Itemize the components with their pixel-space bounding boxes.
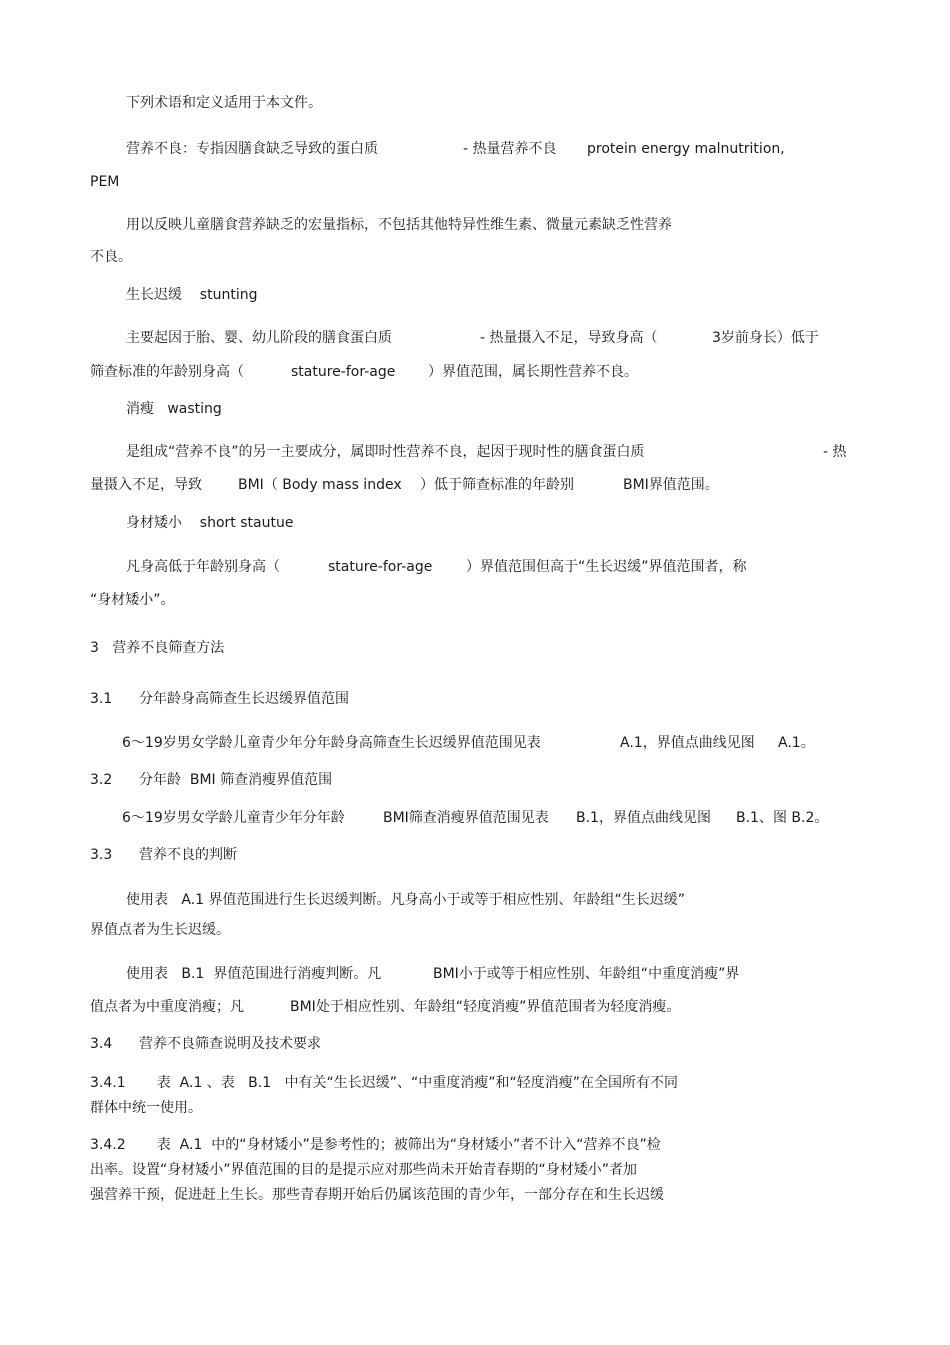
definition-stunting-end: ）界值范围，属长期性营养不良。 xyxy=(428,364,638,380)
definition-wasting: 是组成“营养不良”的另一主要成分，属即时性营养不良，起因于现时性的膳食蛋白质 xyxy=(126,444,645,460)
intro-sentence: 下列术语和定义适用于本文件。 xyxy=(126,95,322,111)
term-stunting: 生长迟缓 stunting xyxy=(126,287,258,303)
section-3-2-heading: 3.2 分年龄 BMI 筛查消瘦界值范围 xyxy=(90,772,333,788)
section-3-3-para2: 使用表 B.1 界值范围进行消瘦判断。凡 xyxy=(126,966,382,982)
section-3-1-text-3: A.1。 xyxy=(778,735,815,751)
term-short-stature: 身材矮小 short stautue xyxy=(126,515,294,531)
definition-stunting: 主要起因于胎、婴、幼儿阶段的膳食蛋白质 xyxy=(126,330,392,346)
section-3-3-para2-cont-2: BMI处于相应性别、年龄组“轻度消瘦”界值范围者为轻度消瘦。 xyxy=(290,999,681,1015)
definition-short-stature-en: stature-for-age xyxy=(328,559,433,575)
section-3-4-2-text: 3.4.2 表 A.1 中的“身材矮小”是参考性的；被筛出为“身材矮小”者不计入“营养不良”检 xyxy=(90,1137,661,1153)
section-3-2-text-3: B.1，界值点曲线见图 xyxy=(576,810,711,826)
definition-short-stature-cont: “身材矮小”。 xyxy=(90,592,175,608)
definition-stunting-2: - 热量摄入不足，导致身高（ xyxy=(480,330,658,346)
section-3-1-heading: 3.1 分年龄身高筛查生长迟缓界值范围 xyxy=(90,691,349,707)
section-3-3-heading: 3.3 营养不良的判断 xyxy=(90,847,237,863)
section-3-4-heading: 3.4 营养不良筛查说明及技术要求 xyxy=(90,1036,321,1052)
definition-short-stature: 凡身高低于年龄别身高（ xyxy=(126,559,280,575)
section-3-3-para1: 使用表 A.1 界值范围进行生长迟缓判断。凡身高小于或等于相应性别、年龄组“生长迟缓” xyxy=(126,892,685,908)
definition-malnutrition: 用以反映儿童膳食营养缺乏的宏量指标，不包括其他特异性维生素、微量元素缺乏性营养 xyxy=(126,217,672,233)
section-3-2-text: 6～19岁男女学龄儿童青少年分年龄 xyxy=(122,810,345,826)
term-malnutrition-cn-2: - 热量营养不良 xyxy=(463,141,557,157)
section-3-2-text-4: B.1、图 B.2。 xyxy=(736,810,829,826)
definition-wasting-3: ）低于筛查标准的年龄别 xyxy=(420,477,574,493)
definition-stunting-3: 3岁前身长）低于 xyxy=(712,330,819,346)
definition-wasting-end: BMI界值范围。 xyxy=(623,477,719,493)
definition-short-stature-2: ）界值范围但高于“生长迟缓”界值范围者，称 xyxy=(466,559,747,575)
section-3-1-text-2: A.1，界值点曲线见图 xyxy=(620,735,755,751)
definition-wasting-2: - 热 xyxy=(823,444,847,460)
term-malnutrition-cn: 营养不良：专指因膳食缺乏导致的蛋白质 xyxy=(126,141,378,157)
section-3-3-para2-2: BMI小于或等于相应性别、年龄组“中重度消瘦”界 xyxy=(433,966,740,982)
section-3-4-1-cont: 群体中统一使用。 xyxy=(90,1100,202,1116)
term-malnutrition-abbr: PEM xyxy=(90,174,120,190)
definition-stunting-en: stature-for-age xyxy=(291,364,396,380)
section-3-3-para1-cont: 界值点者为生长迟缓。 xyxy=(90,922,230,938)
definition-wasting-bmi: BMI（ Body mass index xyxy=(238,477,402,493)
section-3-4-2-cont: 出率。设置“身材矮小”界值范围的目的是提示应对那些尚未开始青春期的“身材矮小”者加 xyxy=(90,1162,638,1178)
term-malnutrition-en: protein energy malnutrition, xyxy=(587,141,785,157)
definition-stunting-cont: 筛查标准的年龄别身高（ xyxy=(90,364,244,380)
section-3-3-para2-cont: 值点者为中重度消瘦；凡 xyxy=(90,999,244,1015)
section-3-4-1-text: 3.4.1 表 A.1 、表 B.1 中有关“生长迟缓”、“中重度消瘦”和“轻度消瘦”在全国所有不同 xyxy=(90,1075,678,1091)
section-3-4-2-cont-2: 强营养干预，促进赶上生长。那些青春期开始后仍属该范围的青少年，一部分存在和生长迟缓 xyxy=(90,1187,664,1203)
section-3-heading: 3 营养不良筛查方法 xyxy=(90,640,225,656)
definition-malnutrition-cont: 不良。 xyxy=(90,249,132,265)
section-3-1-text: 6～19岁男女学龄儿童青少年分年龄身高筛查生长迟缓界值范围见表 xyxy=(122,735,541,751)
term-wasting: 消瘦 wasting xyxy=(126,401,222,417)
section-3-2-text-2: BMI筛查消瘦界值范围见表 xyxy=(383,810,549,826)
definition-wasting-cont: 量摄入不足，导致 xyxy=(90,477,202,493)
